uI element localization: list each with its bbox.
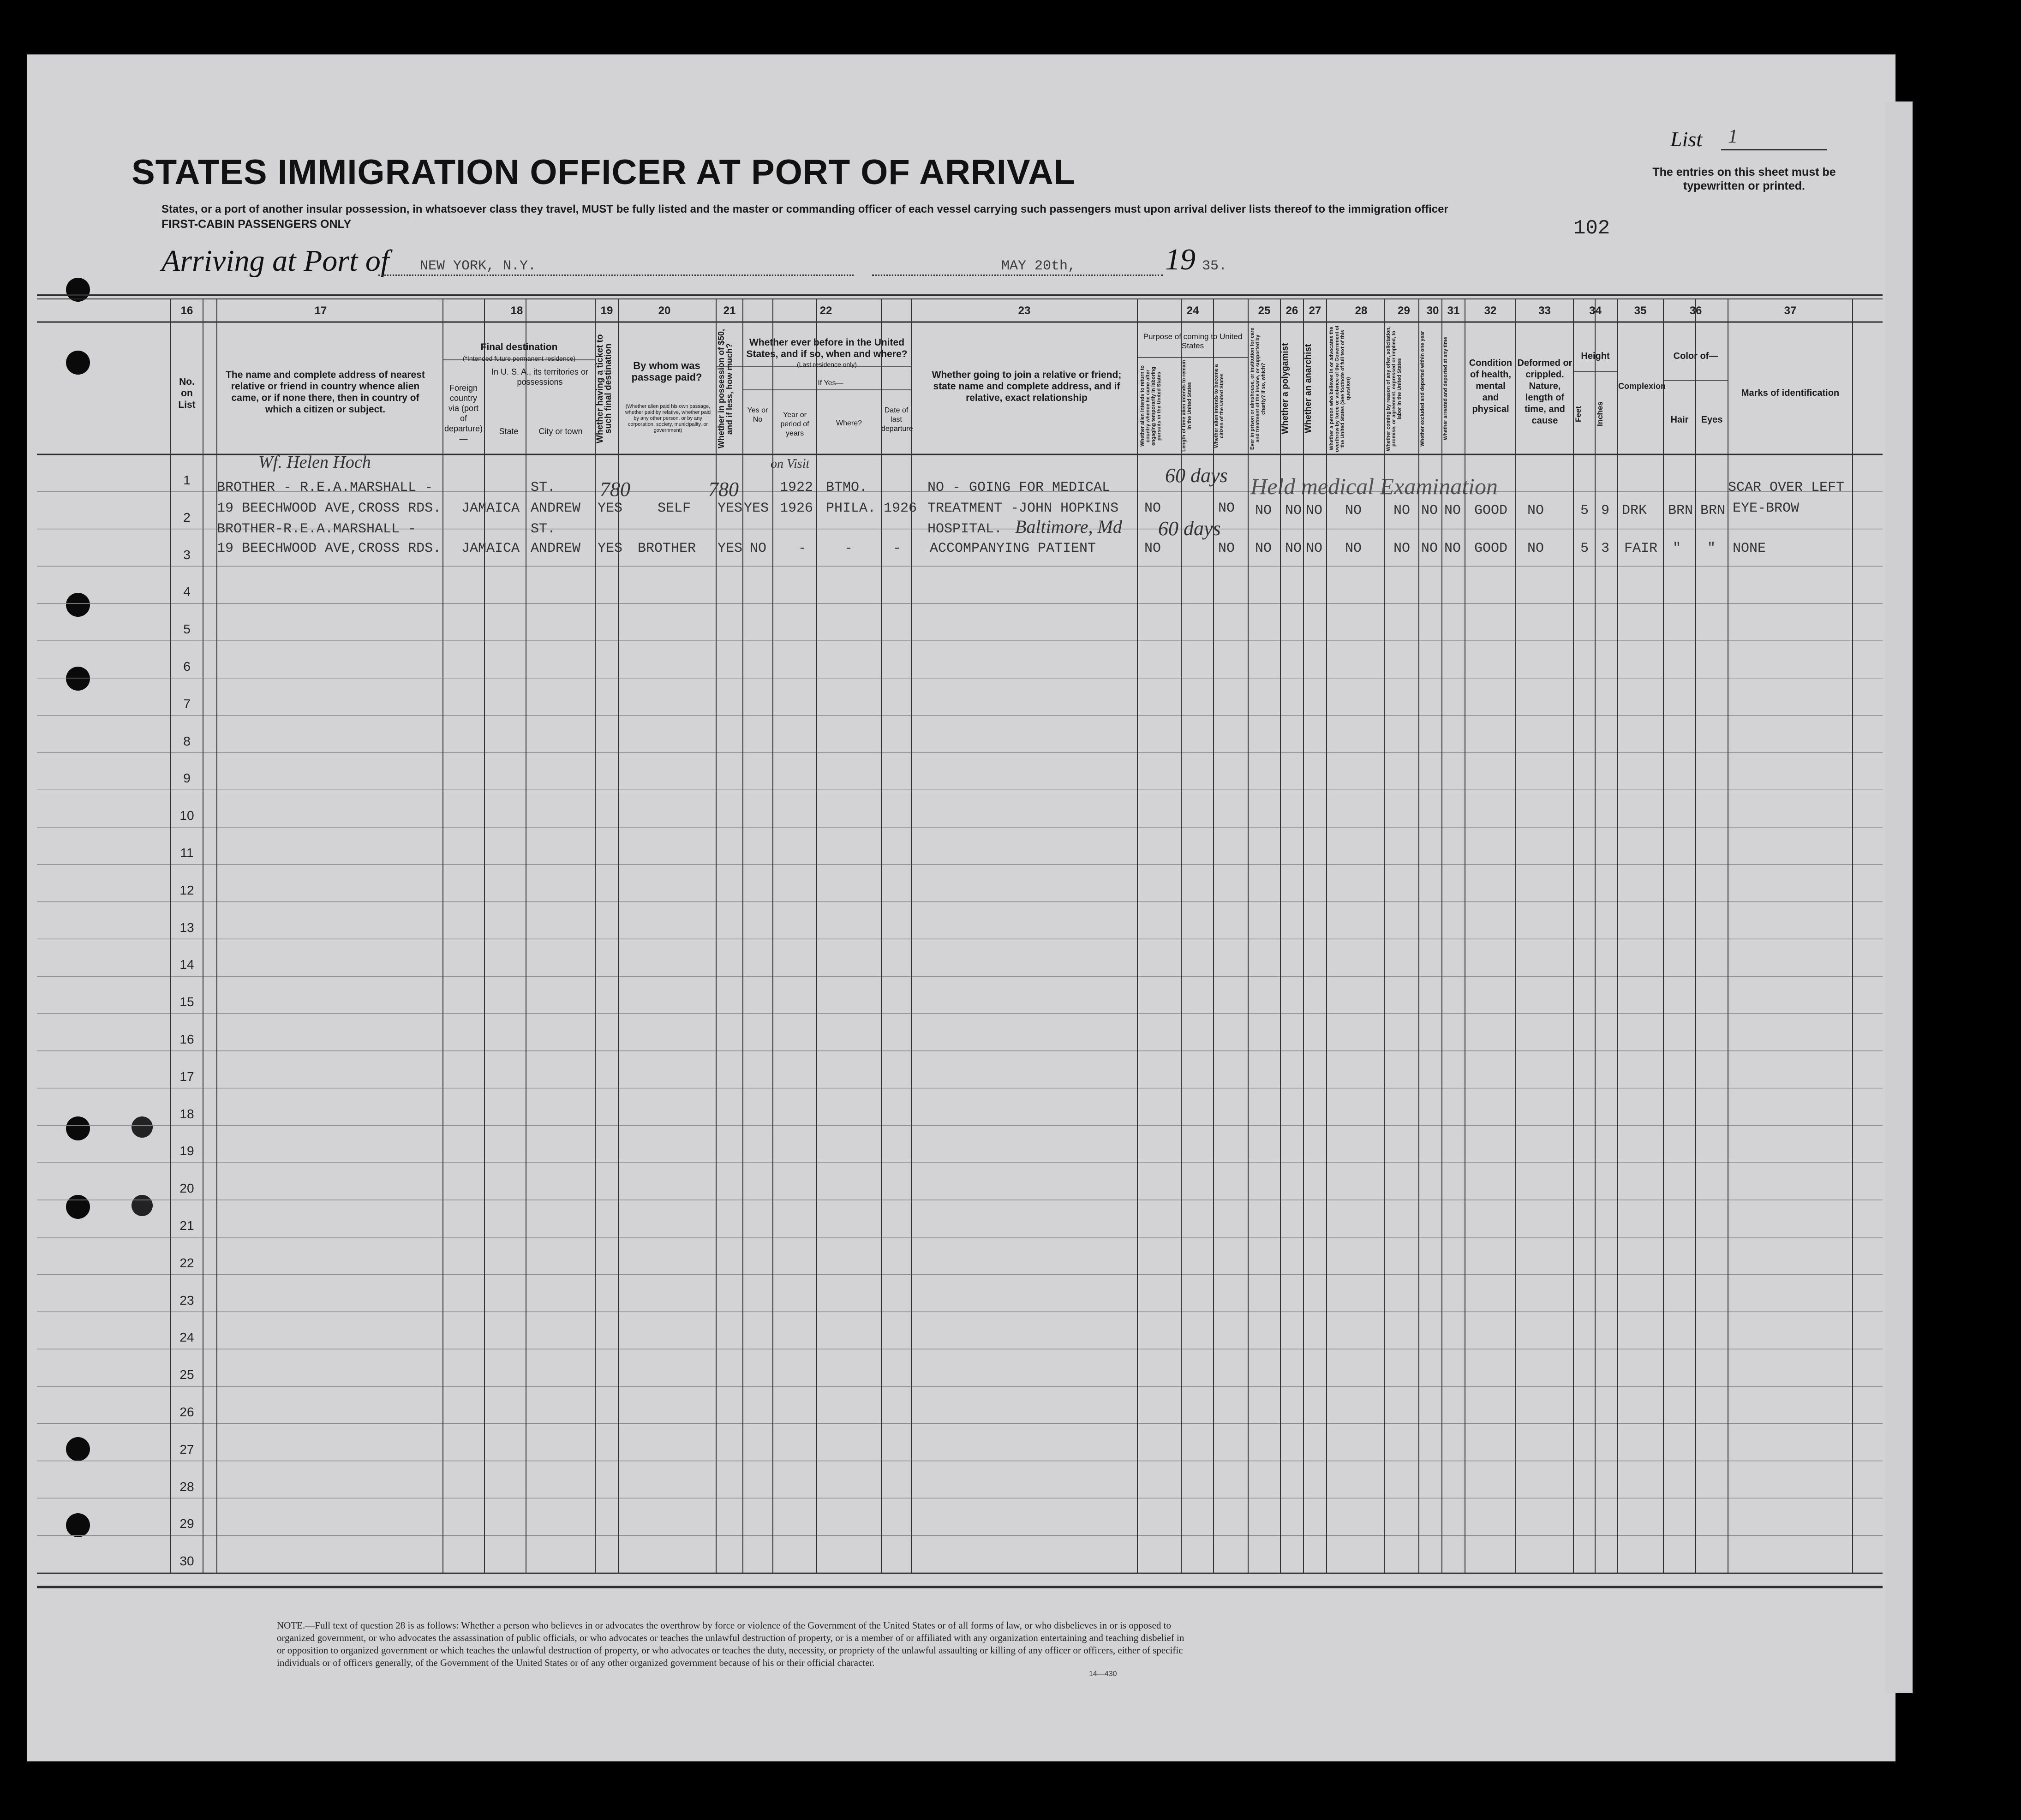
header-last-departure: Date of last departure: [881, 406, 913, 433]
header-eyes: Eyes: [1701, 415, 1723, 425]
class-line: FIRST-CABIN PASSENGERS ONLY: [161, 218, 352, 231]
row1-marks-line1: SCAR OVER LEFT: [1728, 480, 1845, 495]
typewritten-note: The entries on this sheet must be typewritten or printed.: [1652, 166, 1836, 192]
row-number: 23: [179, 1293, 194, 1307]
row2-anarchist: NO: [1306, 541, 1323, 556]
header-inches: Inches: [1596, 401, 1604, 427]
row2-last-departure: -: [893, 541, 902, 556]
row1-overthrow: NO: [1345, 503, 1362, 519]
year-suffix: 35.: [1202, 258, 1227, 274]
row-number: 25: [179, 1367, 194, 1382]
row2-arrested: NO: [1444, 541, 1461, 556]
row1-paid-by: SELF: [658, 501, 691, 516]
row2-state-line2: ANDREW: [531, 541, 581, 556]
row1-marks-line2: EYE-BROW: [1733, 501, 1800, 516]
handwritten-held-medical: Held medical Examination: [1250, 473, 1498, 499]
form-number: 14—430: [1089, 1670, 1117, 1678]
row1-inches: 9: [1601, 503, 1610, 519]
row1-years-a: 1922: [780, 480, 813, 495]
col-number: 19: [600, 304, 613, 317]
header-final-destination-sub: (*Intended future permanent residence): [462, 355, 576, 362]
row2-excluded: NO: [1421, 541, 1438, 556]
row1-foreign-country: JAMAICA: [461, 501, 520, 516]
row1-anarchist: NO: [1306, 503, 1323, 519]
row-number: 10: [179, 808, 194, 823]
row1-arrested: NO: [1444, 503, 1461, 519]
row1-relative-line2: 19 BEECHWOOD AVE,CROSS RDS.: [217, 501, 442, 516]
instruction-line: States, or a port of another insular possession, in whatsoever class they travel, MUST be fully listed and the master or commanding officer of each vessel carrying such passengers must upon arrival deliver lists thereof to the immigration officer: [161, 203, 1448, 215]
header-excluded: Whether excluded and deported within one year: [1420, 331, 1425, 447]
header-purpose: Purpose of coming to United States: [1143, 332, 1243, 350]
handwritten-visit: on Visit: [771, 457, 810, 471]
header-passage-paid: By whom was passage paid?: [631, 360, 702, 383]
header-years: Year or period of years: [780, 411, 809, 437]
header-final-destination: Final destination: [480, 342, 558, 352]
row-number: 2: [183, 510, 191, 525]
row2-inches: 3: [1601, 541, 1610, 556]
footnote: NOTE.—Full text of question 28 is as follows: Whether a person who believes in or advocates the overthrow by force or violence of the Government of the United States or of all forms of law, or who disbelieves in or is opposed to organized government, or who advocates the assassination of public officials, or who advocates or teaches the unlawful destruction of property, or is a member of or affiliated with any organization entertaining and teaching disbelief in or opposition to organized government or which teaches the unlawful destruction of property, or who advocates or teaches the duty, necessity, or propriety of the unlawful assaulting or killing of any officer or officers, either of specific individuals or of officers generally, of the Government of the United States or of any other organized government because of his or their official character.: [277, 1620, 1184, 1668]
row-number: 30: [179, 1554, 194, 1569]
col-number: 37: [1784, 304, 1797, 317]
row-number: 9: [183, 771, 191, 786]
page-stamp: 102: [1573, 217, 1610, 240]
row1-deformed: NO: [1527, 503, 1544, 519]
header-deformed: Deformed or crippled. Nature, length of time, and cause: [1517, 358, 1573, 426]
header-ticket: Whether having a ticket to such final destination: [595, 334, 613, 443]
col-number: 22: [819, 304, 832, 317]
row1-state-line1: ST.: [531, 480, 556, 495]
row1-health: GOOD: [1474, 503, 1508, 519]
header-fifty-dollars: Whether in possession of $50, and if less, how much?: [717, 328, 734, 449]
row2-where: -: [844, 541, 853, 556]
row2-hair: ": [1673, 541, 1681, 556]
row1-join-line3: HOSPITAL.: [927, 521, 1003, 537]
header-overthrow: Whether a person who believes in or advocates the overthrow by force or violence of the Government of the United States (See footnote of full text of this question): [1329, 325, 1351, 452]
row1-ticket: YES: [598, 501, 623, 516]
header-city: City or town: [538, 427, 583, 436]
header-purpose-b: Length of time alien intends to remain in the United States: [1181, 360, 1192, 452]
row-number: 12: [179, 883, 194, 897]
row2-join: ACCOMPANYING PATIENT: [930, 541, 1096, 556]
col-number: 30: [1426, 304, 1439, 317]
row-number: 7: [183, 696, 191, 711]
col-number: 31: [1447, 304, 1460, 317]
row-number: 24: [179, 1330, 194, 1345]
arriving-label: Arriving at Port of: [161, 244, 389, 278]
row1-excluded: NO: [1421, 503, 1438, 519]
col-number: 18: [510, 304, 523, 317]
row1-before: YES: [744, 501, 769, 516]
handwritten-ticket: 780: [600, 478, 630, 501]
header-ever-before: Whether ever before in the United States, and if so, when and where?: [746, 337, 908, 359]
row2-fifty: YES: [718, 541, 743, 556]
row1-last-departure: 1926: [884, 501, 917, 516]
row-number: 29: [179, 1516, 194, 1531]
row1-polygamist: NO: [1285, 503, 1302, 519]
header-foreign-country: Foreign country via (port of departure)—: [444, 383, 483, 443]
row-number: 1: [183, 473, 191, 487]
row2-deformed: NO: [1527, 541, 1544, 556]
handwritten-note: Wf. Helen Hoch: [258, 453, 371, 472]
col-number: 24: [1186, 304, 1199, 317]
header-arrested: Whether arrested and deported at any time: [1443, 337, 1448, 441]
row1-join-line2: TREATMENT -JOHN HOPKINS: [927, 501, 1119, 516]
row1-relative-line1: BROTHER - R.E.A.MARSHALL -: [217, 480, 433, 495]
row-number: 3: [183, 547, 191, 562]
col-number: 20: [658, 304, 671, 317]
row-number: 19: [179, 1144, 194, 1158]
col-number: 25: [1258, 304, 1271, 317]
row1-years-b: 1926: [780, 501, 813, 516]
col-number: 35: [1634, 304, 1647, 317]
row-number: 21: [179, 1218, 194, 1233]
row-number: 15: [179, 995, 194, 1009]
header-labor-offer: Whether coming by reason of any offer, solicitation, promise, or agreement, expressed or implied, to labor in the United States: [1386, 326, 1402, 451]
header-health: Condition of health, mental and physical: [1469, 358, 1513, 414]
col-number: 17: [314, 304, 327, 317]
row-number: 13: [179, 920, 194, 935]
row1-feet: 5: [1580, 503, 1589, 519]
handwritten-60-days: 60 days: [1165, 464, 1228, 487]
row2-relative-line1: BROTHER-R.E.A.MARSHALL -: [217, 521, 417, 537]
row1-purpose-a: NO: [1144, 501, 1161, 516]
row2-prison: NO: [1255, 541, 1272, 556]
row2-state-line1: ST.: [531, 521, 556, 537]
header-yes-no: Yes or No: [747, 406, 768, 424]
year-prefix: 19: [1165, 243, 1196, 276]
header-passage-paid-sub: (Whether alien paid his own passage, whether paid by relative, whether paid by any other person, or by any corporation, society, municipality, or government): [625, 404, 711, 433]
header-nearest-relative: The name and complete address of nearest relative or friend in country whence alien came, or if none there, then in country of which a citizen or subject.: [226, 370, 425, 415]
port-value: NEW YORK, N.Y.: [420, 258, 537, 274]
row2-purpose-c: NO: [1218, 541, 1235, 556]
row2-years: -: [798, 541, 807, 556]
header-no-on-list: No. on List: [178, 376, 196, 410]
handwritten-fifty: 780: [708, 478, 739, 501]
col-number: 27: [1309, 304, 1321, 317]
header-marks: Marks of identification: [1741, 388, 1840, 398]
row1-state-line2: ANDREW: [531, 501, 581, 516]
row1-fifty: YES: [718, 501, 743, 516]
header-state: State: [499, 427, 519, 436]
handwritten-60-days-2: 60 days: [1158, 517, 1221, 540]
header-hair: Hair: [1670, 415, 1689, 425]
row2-before: NO: [750, 541, 767, 556]
row2-relative-line2: 19 BEECHWOOD AVE,CROSS RDS.: [217, 541, 442, 556]
row1-complexion: DRK: [1622, 503, 1647, 519]
row1-labor: NO: [1393, 503, 1411, 519]
row-number: 14: [179, 957, 194, 972]
header-purpose-c: Whether alien intends to become a citizen of the United States: [1214, 364, 1225, 448]
row2-purpose-a: NO: [1144, 541, 1161, 556]
row2-eyes: ": [1707, 541, 1716, 556]
row-number: 5: [183, 622, 191, 637]
row1-eyes: BRN: [1700, 503, 1726, 519]
header-anarchist: Whether an anarchist: [1303, 344, 1313, 434]
header-join-relative: Whether going to join a relative or friend; state name and complete address, and if relative, exact relationship: [932, 370, 1122, 403]
row2-polygamist: NO: [1285, 541, 1302, 556]
row-number: 27: [179, 1442, 194, 1456]
row1-where-b: PHILA.: [826, 501, 876, 516]
header-purpose-a: Whether alien intends to return to country whence he came after engaging temporarily in laboring pursuits in the United States: [1140, 365, 1162, 447]
header-color-of: Color of—: [1673, 351, 1718, 361]
header-feet: Feet: [1574, 406, 1583, 422]
row2-overthrow: NO: [1345, 541, 1362, 556]
col-number: 29: [1398, 304, 1410, 317]
col-number: 32: [1484, 304, 1497, 317]
col-number: 16: [180, 304, 193, 317]
col-number: 34: [1589, 304, 1602, 317]
page-title: STATES IMMIGRATION OFFICER AT PORT OF ARRIVAL: [132, 153, 1076, 192]
row-number: 22: [179, 1255, 194, 1270]
row-number: 8: [183, 734, 191, 748]
row2-complexion: FAIR: [1624, 541, 1658, 556]
header-complexion: Complexion: [1618, 382, 1666, 391]
row-number: 18: [179, 1106, 194, 1121]
header-ever-before-sub: (Last residence only): [797, 361, 857, 368]
row-number: 26: [179, 1405, 194, 1419]
header-in-usa: In U. S. A., its territories or possessions: [491, 367, 589, 387]
col-number: 21: [723, 304, 736, 317]
list-number: 1: [1728, 126, 1738, 147]
row2-labor: NO: [1393, 541, 1411, 556]
row1-hair: BRN: [1668, 503, 1693, 519]
row-number: 16: [179, 1032, 194, 1046]
row2-feet: 5: [1580, 541, 1589, 556]
header-if-yes: If Yes—: [818, 379, 843, 387]
row2-marks: NONE: [1733, 541, 1766, 556]
col-number: 26: [1286, 304, 1298, 317]
col-number: 36: [1689, 304, 1702, 317]
col-number: 28: [1355, 304, 1368, 317]
row-number: 6: [183, 659, 191, 674]
header-polygamist: Whether a polygamist: [1280, 343, 1290, 435]
header-prison: Ever in prison or almshouse, or institution for care and treatment of the insane, or supported by charity? If so, which?: [1250, 328, 1266, 450]
row-number: 20: [179, 1181, 194, 1196]
row2-ticket: YES: [598, 541, 623, 556]
col-number: 23: [1018, 304, 1031, 317]
row-number: 11: [180, 846, 194, 860]
row2-paid-by: BROTHER: [638, 541, 696, 556]
row1-purpose-c: NO: [1218, 501, 1235, 516]
row1-where-a: BTMO.: [826, 480, 868, 495]
row-number: 4: [183, 585, 191, 599]
header-height: Height: [1581, 351, 1610, 361]
date-value: MAY 20th,: [1001, 258, 1076, 274]
col-number: 33: [1538, 304, 1551, 317]
list-label: List: [1670, 127, 1703, 151]
row2-health: GOOD: [1474, 541, 1508, 556]
row2-foreign-country: JAMAICA: [461, 541, 520, 556]
row-number: 17: [179, 1069, 194, 1084]
header-where: Where?: [836, 419, 862, 427]
row1-join-line1: NO - GOING FOR MEDICAL: [927, 480, 1111, 495]
row1-prison: NO: [1255, 503, 1272, 519]
handwritten-baltimore: Baltimore, Md: [1015, 516, 1122, 537]
row-number: 28: [179, 1479, 194, 1494]
